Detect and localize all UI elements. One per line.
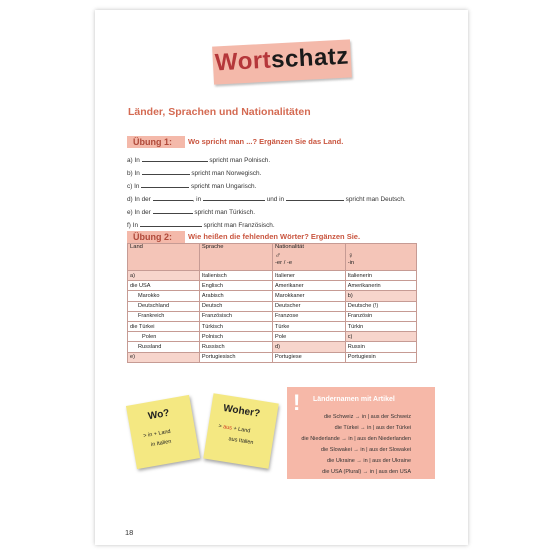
table-cell: Polen [128,332,200,342]
header-nationalitaet-female: ♀ -in [345,244,416,271]
table-cell: Deutsch [199,301,272,311]
table-row [128,301,417,311]
list-item: die Slowakei → in | aus der Slowakei [320,447,411,453]
table-cell: Amerikanerin [345,281,416,291]
header-sprache: Sprache [199,244,272,271]
table-row [128,352,417,362]
table-cell: Türke [273,321,346,331]
table-row [128,291,417,301]
exercise1-line-f: f) In spricht man Französisch. [127,222,275,229]
table-row [128,342,417,352]
table-cell: Polnisch [199,332,272,342]
table-row [128,271,417,281]
table-cell: Pole [273,332,346,342]
sticky-note-woher [203,393,279,469]
table-cell: Arabisch [199,291,272,301]
list-item: die Schweiz → in | aus der Schweiz [323,414,411,420]
table-cell: Türkin [345,321,416,331]
table-cell: Italienisch [199,271,272,281]
note-wo-heading: Wo? [147,407,171,423]
exclamation-icon: ! [293,390,301,415]
blank-field[interactable] [153,208,193,214]
table-cell: Französin [345,311,416,321]
exercise1-instruction: Wo spricht man ...? Ergänzen Sie das Land. [188,137,344,146]
page-number: 18 [125,528,134,537]
female-icon: ♀ [347,251,354,260]
note-wo-rule: > in + Land [142,428,172,440]
sticky-note-wo [126,395,200,469]
exercise2-instruction: Wie heißen die fehlenden Wörter? Ergänzen Sie. [188,232,361,241]
exercise1-label: Übung 1: [127,136,185,148]
list-item: die USA (Plural) → in | aus den USA [322,469,411,475]
section-heading: Länder, Sprachen und Nationalitäten [128,106,311,118]
title-banner [212,39,352,84]
exercise1-line-e: e) In der spricht man Türkisch. [127,209,255,216]
workbook-page [95,10,468,545]
exercise1-line-b: b) In spricht man Norwegisch. [127,170,262,177]
table-cell: Italiener [273,271,346,281]
note-woher-heading: Woher? [222,403,261,420]
table-cell: Amerikaner [273,281,346,291]
title-part-schatz: schatz [270,42,350,74]
table-cell: Deutschland [128,301,200,311]
exercise2-label: Übung 2: [127,231,185,243]
table-cell: Portugiese [273,352,346,362]
table-cell: Russin [345,342,416,352]
table-cell: die USA [128,281,200,291]
table-row [128,321,417,331]
title-part-wort: Wort [214,46,272,77]
list-item: die Türkei → in | aus der Türkei [334,425,411,431]
table-row [128,332,417,342]
table-header-row [128,244,417,271]
blank-field[interactable] [142,169,190,175]
note-woher-example: aus Italien [228,436,254,447]
table-cell: Marokko [128,291,200,301]
laendernamen-box [287,387,435,479]
blank-field[interactable] [203,195,265,201]
note-woher-rule: > aus + Land [217,423,251,435]
table-cell: Russland [128,342,200,352]
blank-field[interactable] [141,182,189,188]
table-cell: Marokkaner [273,291,346,301]
nationality-table [127,243,417,363]
header-land: Land [128,244,200,271]
table-cell: Franzose [273,311,346,321]
answer-cell[interactable]: c) [345,332,416,342]
table-cell: Englisch [199,281,272,291]
table-cell: Portugiesin [345,352,416,362]
blank-field[interactable] [140,221,202,227]
table-cell: Französisch [199,311,272,321]
table-cell: Deutsche (!) [345,301,416,311]
table-cell: die Türkei [128,321,200,331]
exercise1-line-d: d) In der , in und in spricht man Deutsch. [127,196,406,203]
answer-cell[interactable]: e) [128,352,200,362]
answer-cell[interactable]: d) [273,342,346,352]
exercise1-line-c: c) In spricht man Ungarisch. [127,183,257,190]
answer-cell[interactable]: b) [345,291,416,301]
table-row [128,281,417,291]
table-cell: Türkisch [199,321,272,331]
laendernamen-title: Ländernamen mit Artikel [313,396,395,403]
exercise1-line-a: a) In spricht man Polnisch. [127,157,271,164]
answer-cell[interactable]: a) [128,271,200,281]
blank-field[interactable] [142,156,208,162]
page-title [212,42,351,77]
blank-field[interactable] [286,195,344,201]
table-cell: Frankreich [128,311,200,321]
table-row [128,311,417,321]
header-nationalitaet-male: Nationalität ♂ -er / -e [273,244,346,271]
table-cell: Russisch [199,342,272,352]
table-cell: Portugiesisch [199,352,272,362]
table-cell: Italienerin [345,271,416,281]
note-wo-example: in Italien [150,438,172,449]
list-item: die Niederlande → in | aus den Niederlanden [301,436,411,442]
list-item: die Ukraine → in | aus der Ukraine [327,458,411,464]
blank-field[interactable] [153,195,193,201]
male-icon: ♂ [275,251,281,260]
table-cell: Deutscher [273,301,346,311]
